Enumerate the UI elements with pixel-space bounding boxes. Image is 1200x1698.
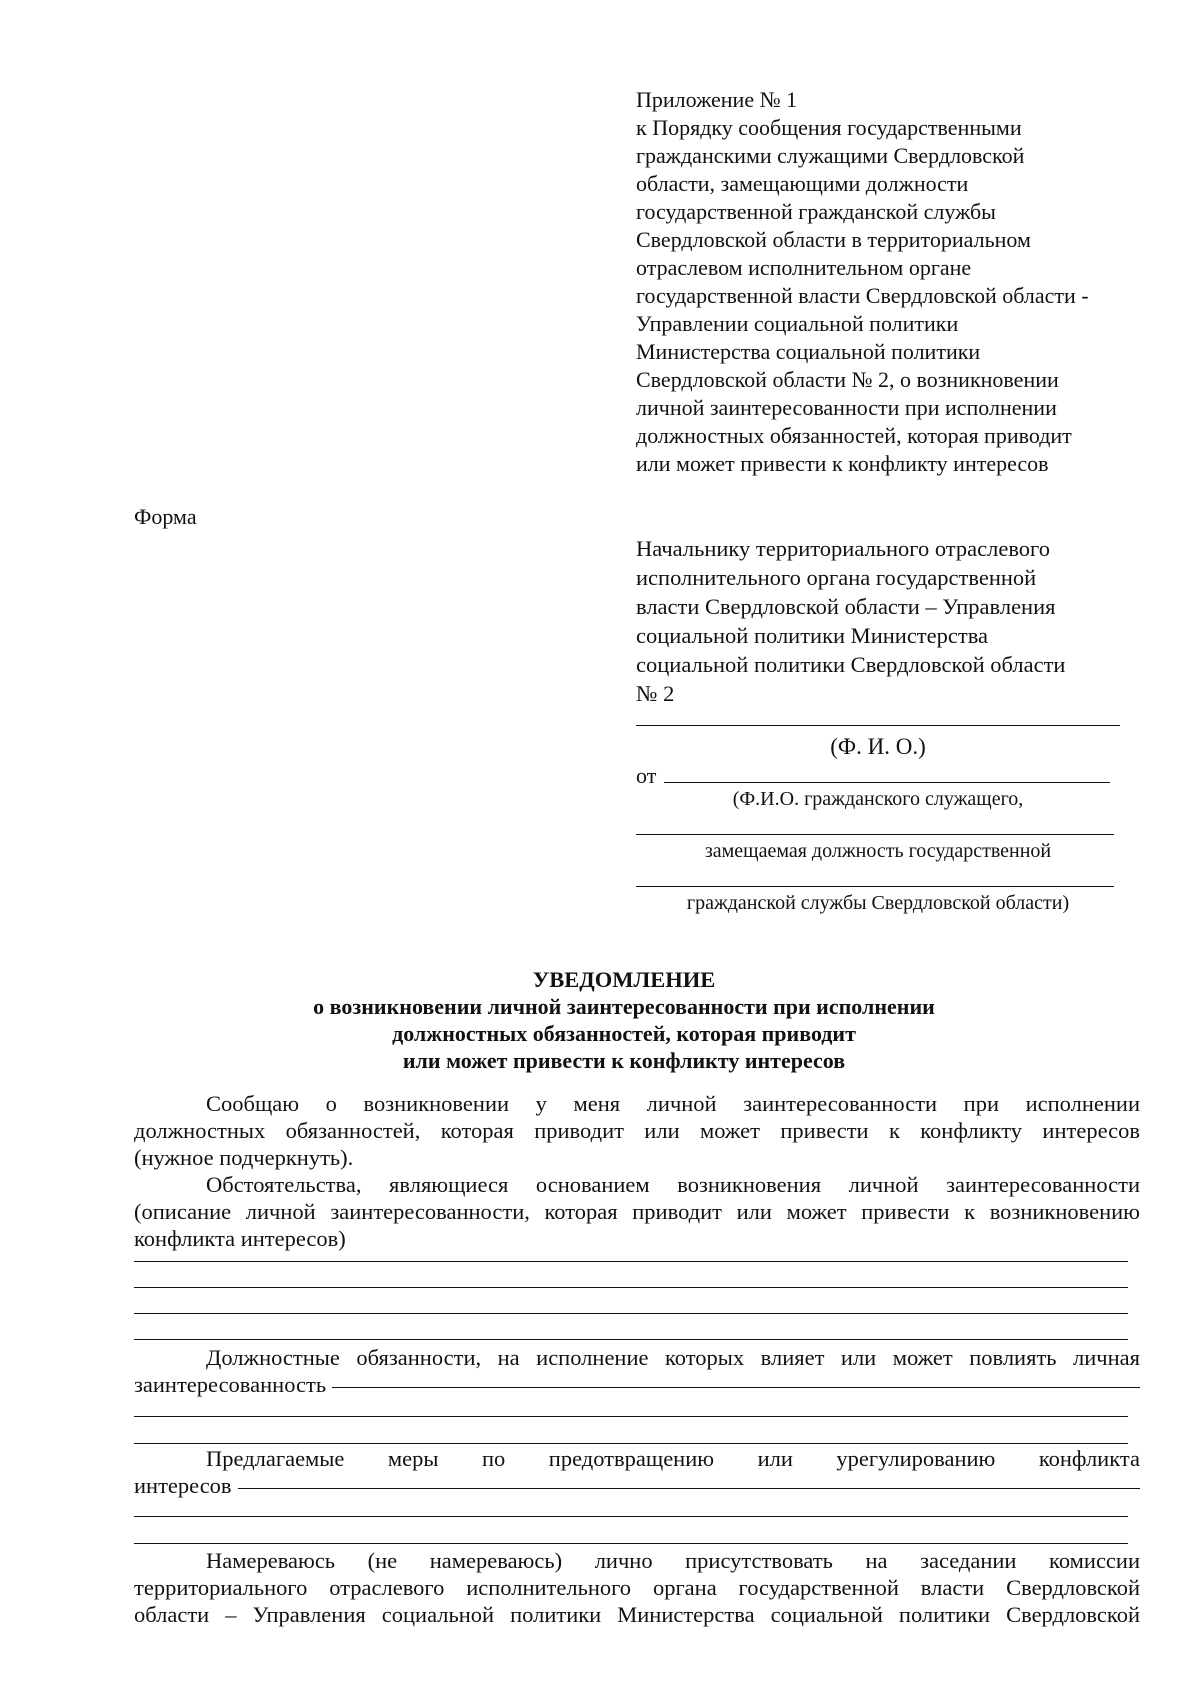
- appendix-line: государственной гражданской службы: [636, 199, 996, 224]
- notice-title: УВЕДОМЛЕНИЕ: [532, 967, 716, 992]
- duties-fill-line[interactable]: [134, 1416, 1128, 1417]
- measures-word: или: [757, 1446, 793, 1471]
- appendix-line: Министерства социальной политики: [636, 339, 981, 364]
- measures-fill-row: [134, 1472, 1140, 1499]
- appendix-line: отраслевом исполнительном органе: [636, 255, 972, 280]
- addressee-line: № 2: [636, 681, 675, 706]
- measures-word: урегулированию: [836, 1446, 996, 1471]
- appendix-line: личной заинтересованности при исполнении: [636, 395, 1057, 420]
- appendix-line: Приложение № 1: [636, 87, 798, 112]
- notice-subtitle-line: о возникновении личной заинтересованности при исполнении: [313, 994, 935, 1019]
- duties-fill-row: [134, 1371, 1140, 1398]
- measures-word: меры: [387, 1446, 439, 1471]
- paragraph-line: заинтересованность: [134, 1372, 327, 1397]
- paragraph-circumstances: [134, 1171, 1140, 1252]
- paragraph-line: (нужное подчеркнуть).: [134, 1145, 354, 1170]
- paragraph-line: Должностные обязанности, на исполнение которых влияет или может повлиять личная: [206, 1345, 1140, 1370]
- sender-caption-3: гражданской службы Свердловской области): [686, 892, 1070, 914]
- measures-word: по: [482, 1446, 506, 1471]
- notice-subtitle-line: или может привести к конфликту интересов: [402, 1048, 846, 1073]
- sender-caption-2: замещаемая должность государственной: [704, 840, 1052, 862]
- measures-word: Предлагаемые: [206, 1446, 345, 1471]
- measures-fill-line[interactable]: [134, 1543, 1128, 1544]
- sender-position-line-2[interactable]: [636, 886, 1114, 887]
- paragraph-report: [134, 1090, 1140, 1171]
- paragraph-line: конфликта интересов): [134, 1226, 346, 1251]
- circumstances-fill-line[interactable]: [134, 1339, 1128, 1340]
- addressee-line: Начальнику территориального отраслевого: [636, 536, 1050, 561]
- paragraph-duties: [134, 1344, 1140, 1398]
- addressee-block: [636, 534, 1156, 708]
- measures-word: предотвращению: [548, 1446, 715, 1471]
- circumstances-fill-line[interactable]: [134, 1287, 1128, 1288]
- paragraph-line: Обстоятельства, являющиеся основанием возникновения личной заинтересованности: [206, 1172, 1140, 1197]
- sender-position-line-1[interactable]: [636, 834, 1114, 835]
- addressee-fio-caption: (Ф. И. О.): [830, 734, 926, 759]
- sender-caption-1: (Ф.И.О. гражданского служащего,: [732, 788, 1024, 810]
- addressee-line: власти Свердловской области – Управления: [636, 594, 1056, 619]
- duties-fill-line[interactable]: [134, 1443, 1128, 1444]
- measures-word: конфликта: [1038, 1446, 1140, 1471]
- appendix-block: [636, 86, 1156, 478]
- appendix-line: государственной власти Свердловской области -: [636, 283, 1089, 308]
- measures-fill-line[interactable]: [134, 1516, 1128, 1517]
- appendix-line: или может привести к конфликту интересов: [636, 451, 1049, 476]
- measures-fill-line[interactable]: [238, 1488, 1140, 1489]
- appendix-line: области, замещающими должности: [636, 171, 969, 196]
- sender-fio-line[interactable]: [664, 782, 1110, 783]
- circumstances-fill-line[interactable]: [134, 1313, 1128, 1314]
- addressee-line: социальной политики Министерства: [636, 623, 989, 648]
- appendix-line: Управлении социальной политики: [636, 311, 959, 336]
- from-label: от: [636, 763, 657, 788]
- measures-line-1: [206, 1445, 1140, 1472]
- appendix-line: гражданскими служащими Свердловской: [636, 143, 1025, 168]
- form-label: Форма: [134, 504, 197, 529]
- addressee-fio-line[interactable]: [636, 725, 1120, 726]
- duties-fill-line[interactable]: [332, 1387, 1140, 1388]
- notice-title-block: [134, 966, 1114, 1074]
- paragraph-line: Намереваюсь (не намереваюсь) лично присутствовать на заседании комиссии: [206, 1548, 1140, 1573]
- appendix-line: должностных обязанностей, которая приводит: [636, 423, 1072, 448]
- appendix-line: Свердловской области в территориальном: [636, 227, 1031, 252]
- notice-subtitle-line: должностных обязанностей, которая приводит: [392, 1021, 856, 1046]
- paragraph-line: области – Управления социальной политики Министерства социальной политики Свердловской: [134, 1602, 1140, 1627]
- appendix-line: Свердловской области № 2, о возникновении: [636, 367, 1059, 392]
- paragraph-line: (описание личной заинтересованности, которая приводит или может привести к возникновению: [134, 1199, 1140, 1224]
- paragraph-line: территориального отраслевого исполнительного органа государственной власти Свердловской: [134, 1575, 1140, 1600]
- paragraph-attendance: [134, 1547, 1140, 1628]
- circumstances-fill-line[interactable]: [134, 1261, 1128, 1262]
- paragraph-line: Сообщаю о возникновении у меня личной заинтересованности при исполнении: [206, 1091, 1140, 1116]
- paragraph-line: должностных обязанностей, которая приводит или может привести к конфликту интересов: [134, 1118, 1140, 1143]
- addressee-line: исполнительного органа государственной: [636, 565, 1037, 590]
- paragraph-measures: [134, 1445, 1140, 1499]
- addressee-line: социальной политики Свердловской области: [636, 652, 1066, 677]
- paragraph-line: интересов: [134, 1473, 232, 1498]
- appendix-line: к Порядку сообщения государственными: [636, 115, 1022, 140]
